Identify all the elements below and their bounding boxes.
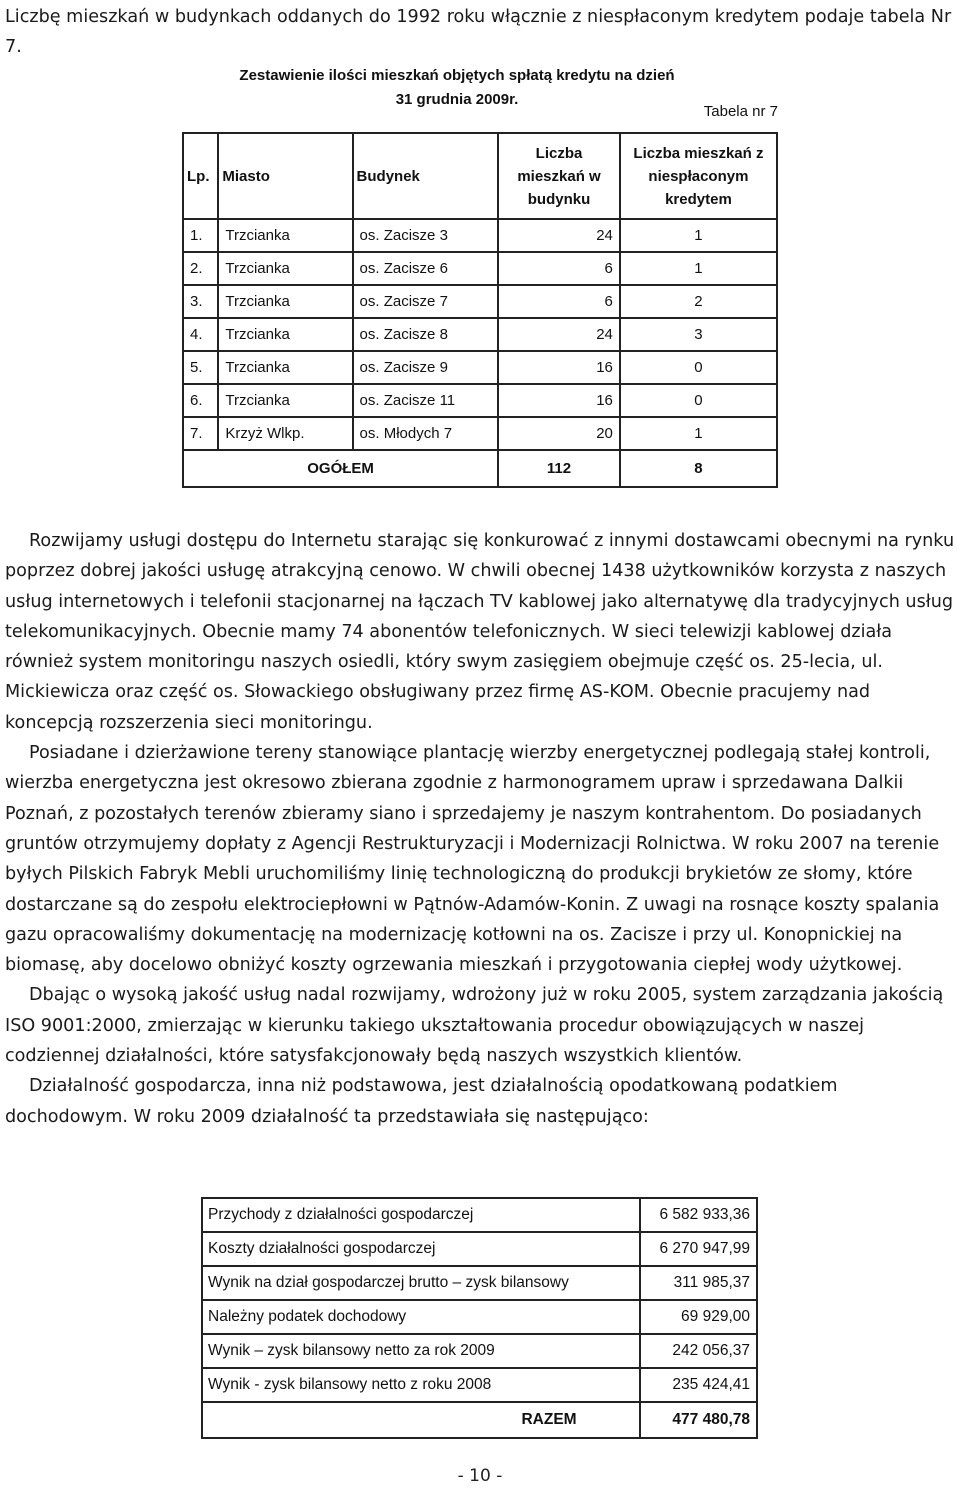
cell-kredyt: 0 — [620, 351, 777, 384]
header-liczba: Liczba mieszkań w budynku — [498, 133, 620, 219]
finance-label: Przychody z działalności gospodarczej — [202, 1198, 640, 1232]
cell-liczba: 16 — [498, 384, 620, 417]
table-row — [202, 1198, 757, 1232]
finance-value: 242 056,37 — [640, 1334, 757, 1368]
cell-kredyt: 0 — [620, 384, 777, 417]
cell-liczba: 6 — [498, 285, 620, 318]
cell-lp: 7. — [183, 417, 218, 450]
cell-budynek: os. Zacisze 9 — [353, 351, 499, 384]
cell-miasto: Trzcianka — [218, 318, 352, 351]
cell-kredyt: 1 — [620, 252, 777, 285]
table-row — [183, 285, 777, 318]
cell-budynek: os. Zacisze 8 — [353, 318, 499, 351]
cell-kredyt: 3 — [620, 318, 777, 351]
cell-kredyt: 2 — [620, 285, 777, 318]
finance-value: 311 985,37 — [640, 1266, 757, 1300]
header-miasto: Miasto — [218, 133, 352, 219]
table-row — [183, 219, 777, 252]
finance-value: 6 270 947,99 — [640, 1232, 757, 1266]
finance-value: 235 424,41 — [640, 1368, 757, 1402]
cell-liczba: 16 — [498, 351, 620, 384]
paragraph-iso: Dbając o wysoką jakość usług nadal rozwijamy, wdrożony już w roku 2005, system zarządzania jakością ISO 9001:2000, zmierzając w kierunku takiego ukształtowania procedur obowiązujących w naszej codziennej działalności, które satysfakcjonowały będą naszych wszystkich klientów. — [5, 985, 944, 1067]
table-row — [202, 1368, 757, 1402]
finance-label: Wynik na dział gospodarczej brutto – zysk bilansowy — [202, 1266, 640, 1300]
cell-budynek: os. Zacisze 7 — [353, 285, 499, 318]
table-row — [202, 1232, 757, 1266]
header-budynek: Budynek — [353, 133, 499, 219]
header-lp: Lp. — [183, 133, 218, 219]
finance-total-label: RAZEM — [202, 1402, 640, 1438]
cell-kredyt: 1 — [620, 417, 777, 450]
cell-miasto: Trzcianka — [218, 384, 352, 417]
intro-paragraph: Liczbę mieszkań w budynkach oddanych do 1992 roku włącznie z niespłaconym kredytem podaje tabela Nr 7. — [5, 7, 952, 58]
cell-lp: 4. — [183, 318, 218, 351]
cell-budynek: os. Zacisze 6 — [353, 252, 499, 285]
finance-label: Wynik - zysk bilansowy netto z roku 2008 — [202, 1368, 640, 1402]
cell-miasto: Krzyż Wlkp. — [218, 417, 352, 450]
cell-lp: 3. — [183, 285, 218, 318]
cell-miasto: Trzcianka — [218, 285, 352, 318]
finance-label: Należny podatek dochodowy — [202, 1300, 640, 1334]
table-row — [183, 252, 777, 285]
table-row — [202, 1266, 757, 1300]
table7-title — [182, 64, 732, 112]
table7-header-row — [183, 133, 777, 219]
cell-kredyt: 1 — [620, 219, 777, 252]
total-label: OGÓŁEM — [183, 450, 498, 487]
total-kredyt: 8 — [620, 450, 777, 487]
finance-value: 69 929,00 — [640, 1300, 757, 1334]
finance-label: Wynik – zysk bilansowy netto za rok 2009 — [202, 1334, 640, 1368]
cell-budynek: os. Zacisze 3 — [353, 219, 499, 252]
finance-label: Koszty działalności gospodarczej — [202, 1232, 640, 1266]
cell-liczba: 24 — [498, 318, 620, 351]
table-row — [183, 318, 777, 351]
table7 — [182, 132, 778, 488]
table-row — [202, 1334, 757, 1368]
paragraph-internet: Rozwijamy usługi dostępu do Internetu starając się konkurować z innymi dostawcami obecnymi na rynku poprzez dobrej jakości usługę atrakcyjną cenowo. W chwili obecnej 1438 użytkowników korzysta z naszych usług internetowych i telefonii stacjonarnej na łączach TV kablowej jako alternatywę dla tradycyjnych usług telekomunikacyjnych. Obecnie mamy 74 abonentów telefonicznych. W sieci telewizji kablowej działa również system monitoringu naszych osiedli, który swym zasięgiem obejmuje część os. 25-lecia, ul. Mickiewicza oraz część os. Słowackiego obsługiwany przez firmę AS-KOM. Obecnie pracujemy nad koncepcją rozszerzenia sieci monitoringu. — [5, 531, 955, 733]
table7-title-line2: 31 grudnia 2009r. — [395, 91, 519, 108]
cell-budynek: os. Zacisze 11 — [353, 384, 499, 417]
cell-lp: 6. — [183, 384, 218, 417]
cell-liczba: 20 — [498, 417, 620, 450]
cell-lp: 1. — [183, 219, 218, 252]
page-number: - 10 - — [457, 1466, 503, 1486]
cell-liczba: 24 — [498, 219, 620, 252]
table-row — [183, 351, 777, 384]
cell-liczba: 6 — [498, 252, 620, 285]
table-row — [183, 384, 777, 417]
paragraph-dzialalnosc: Działalność gospodarcza, inna niż podstawowa, jest działalnością opodatkowaną podatkiem dochodowym. W roku 2009 działalność ta przedstawiała się następująco: — [5, 1076, 838, 1127]
finance-value: 6 582 933,36 — [640, 1198, 757, 1232]
finance-total-value: 477 480,78 — [640, 1402, 757, 1438]
cell-miasto: Trzcianka — [218, 252, 352, 285]
header-kredyt: Liczba mieszkań z niespłaconym kredytem — [620, 133, 777, 219]
table7-total-row — [183, 450, 777, 487]
cell-miasto: Trzcianka — [218, 219, 352, 252]
finance-total-row — [202, 1402, 757, 1438]
table-row — [202, 1300, 757, 1334]
body-text — [5, 526, 955, 1132]
finance-table — [201, 1197, 758, 1439]
cell-miasto: Trzcianka — [218, 351, 352, 384]
total-liczba: 112 — [498, 450, 620, 487]
cell-lp: 5. — [183, 351, 218, 384]
paragraph-tereny: Posiadane i dzierżawione tereny stanowiące plantację wierzby energetycznej podlegają stałej kontroli, wierzba energetyczna jest okresowo zbierana zgodnie z harmonogramem upraw i sprzedawana Dalkii Poznań, z pozostałych terenów zbieramy siano i sprzedajemy je naszym kontrahentom. Do posiadanych gruntów otrzymujemy dopłaty z Agencji Restrukturyzacji i Modernizacji Rolnictwa. W roku 2007 na terenie byłych Pilskich Fabryk Mebli uruchomiliśmy linię technologiczną do produkcji brykietów ze słomy, które dostarczane są do zespołu elektrociepłowni w Pątnów-Adamów-Konin. Z uwagi na rosnące koszty spalania gazu opracowaliśmy dokumentację na modernizację kotłowni na os. Zacisze i przy ul. Konopnickiej na biomasę, aby docelowo obniżyć koszty ogrzewania mieszkań i przygotowania ciepłej wody użytkowej. — [5, 743, 940, 976]
table7-title-line1: Zestawienie ilości mieszkań objętych spłatą kredytu na dzień — [239, 67, 675, 84]
cell-lp: 2. — [183, 252, 218, 285]
table-row — [183, 417, 777, 450]
table7-number: Tabela nr 7 — [703, 103, 778, 120]
cell-budynek: os. Młodych 7 — [353, 417, 499, 450]
